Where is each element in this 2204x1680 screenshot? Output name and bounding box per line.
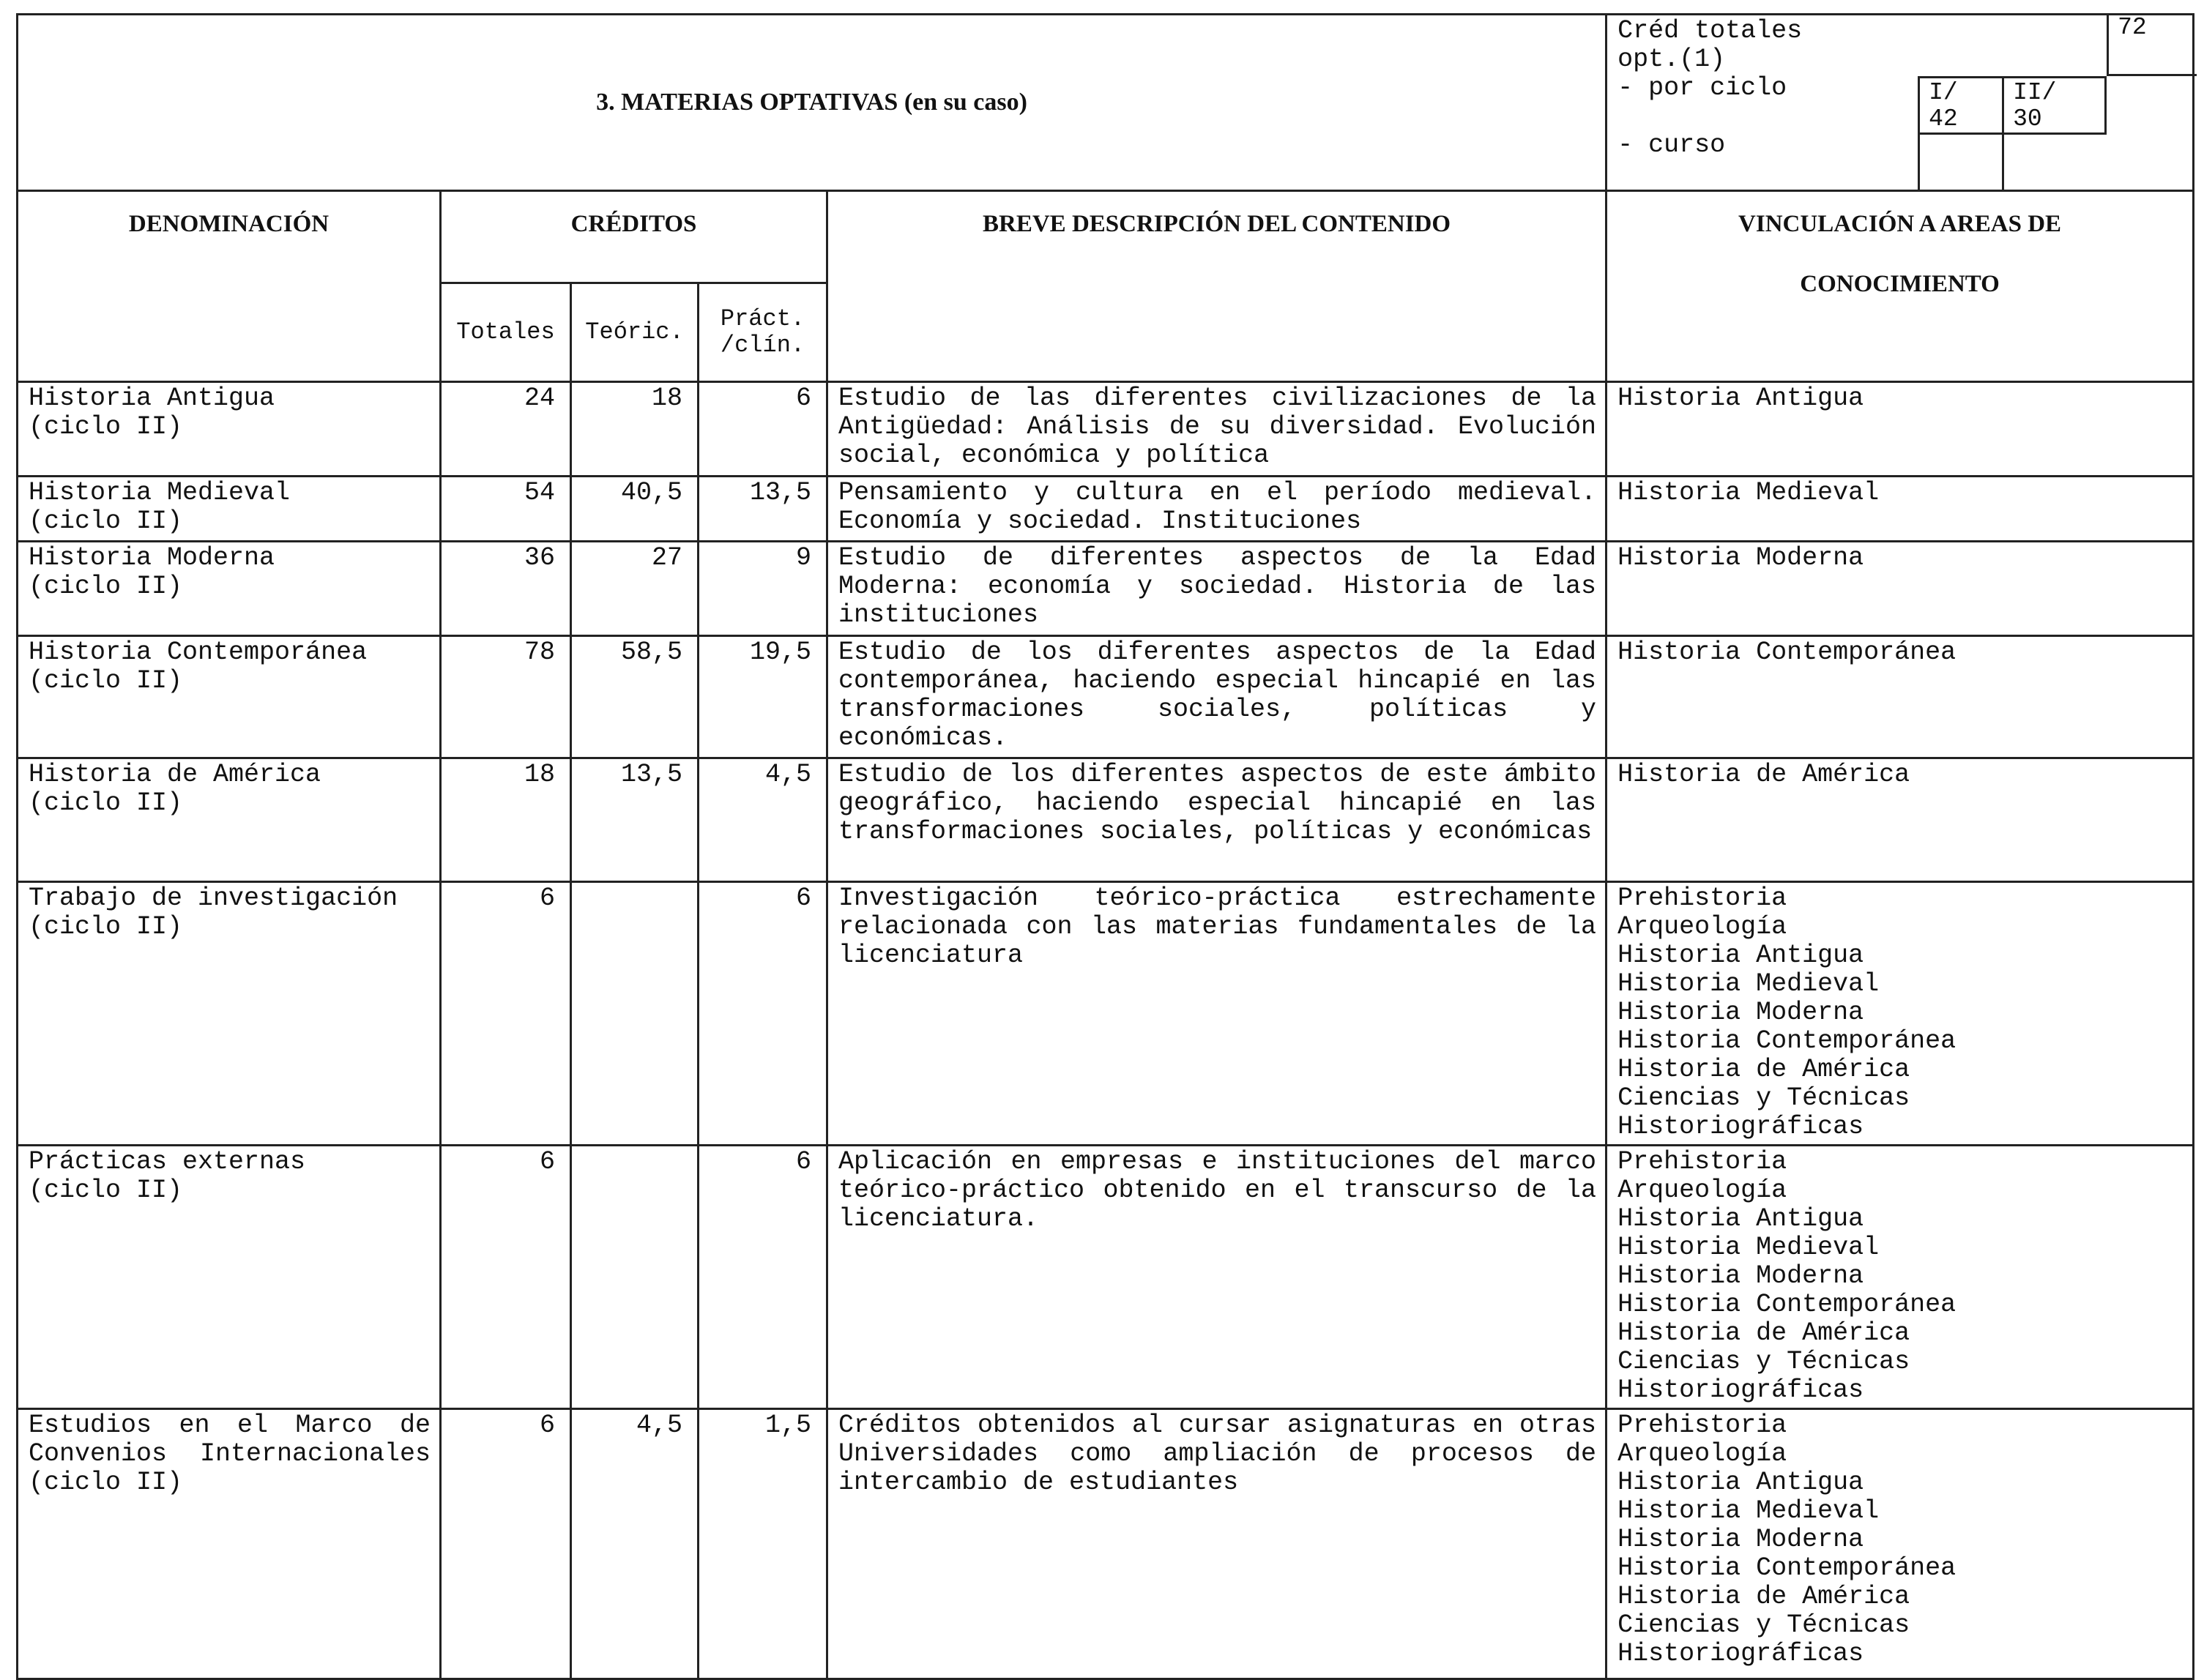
- cred-totales-value: 72: [2107, 13, 2197, 76]
- row-areas: Historia Contemporánea: [1607, 636, 2194, 758]
- row-descripcion: Investigación teórico-práctica estrechamente relacionada con las materias fundamentales de la licenciatura: [827, 882, 1607, 1146]
- row-pract: 9: [699, 542, 827, 636]
- subjects-body: [18, 382, 2194, 1679]
- row-totales: 78: [441, 636, 571, 758]
- col-creditos: CRÉDITOS: [441, 191, 827, 283]
- row-areas: Historia Moderna: [1607, 542, 2194, 636]
- por-ciclo-label: - por ciclo: [1617, 73, 1787, 102]
- table-row: [18, 1409, 2194, 1679]
- row-pract: 13,5: [699, 477, 827, 542]
- row-teoric: [571, 1146, 699, 1409]
- row-teoric: 58,5: [571, 636, 699, 758]
- row-descripcion: Estudio de los diferentes aspectos de la Edad contemporánea, haciendo especial hincapié en las transformaciones sociales, políticas y económicas.: [827, 636, 1607, 758]
- section-title: [18, 15, 1607, 191]
- optativas-table: [16, 13, 2194, 1680]
- row-teoric: 18: [571, 382, 699, 477]
- row-descripcion: Estudio de diferentes aspectos de la Edad Moderna: economía y sociedad. Historia de las instituciones: [827, 542, 1607, 636]
- curso-label: - curso: [1617, 130, 1726, 160]
- row-areas: Historia de América: [1607, 758, 2194, 882]
- row-totales: 6: [441, 882, 571, 1146]
- table-row: [18, 636, 2194, 758]
- row-areas: Prehistoria Arqueología Historia Antigua Historia Medieval Historia Moderna Historia Contemporánea Historia de América Ciencias y Técnicas Historiográficas: [1607, 1146, 2194, 1409]
- col-pract-line1: Práct.: [720, 305, 805, 333]
- col-teoric: Teóric.: [571, 283, 699, 382]
- row-pract: 4,5: [699, 758, 827, 882]
- row-denominacion: Trabajo de investigación (ciclo II): [18, 882, 441, 1146]
- row-pract: 19,5: [699, 636, 827, 758]
- col-pract: [699, 283, 827, 382]
- section-title-text: 3. MATERIAS OPTATIVAS: [596, 89, 898, 116]
- col-vinculacion-line1: VINCULACIÓN A AREAS DE: [1738, 211, 2062, 237]
- row-denominacion: Historia Contemporánea (ciclo II): [18, 636, 441, 758]
- cred-totales-label: Créd totales: [1617, 16, 1803, 45]
- section-title-suffix: (en su caso): [904, 89, 1027, 116]
- row-denominacion: Historia Antigua (ciclo II): [18, 382, 441, 477]
- column-header-row: [18, 191, 2194, 283]
- row-teoric: 27: [571, 542, 699, 636]
- row-descripcion: Créditos obtenidos al cursar asignaturas en otras Universidades como ampliación de procesos de intercambio de estudiantes: [827, 1409, 1607, 1679]
- table-row: [18, 477, 2194, 542]
- col-vinculacion-line2: CONOCIMIENTO: [1800, 271, 2000, 297]
- row-totales: 6: [441, 1409, 571, 1679]
- row-denominacion: Historia Moderna (ciclo II): [18, 542, 441, 636]
- row-teoric: [571, 882, 699, 1146]
- row-totales: 6: [441, 1146, 571, 1409]
- row-denominacion: Estudios en el Marco de Convenios Internacionales (ciclo II): [18, 1409, 441, 1679]
- col-descripcion: BREVE DESCRIPCIÓN DEL CONTENIDO: [827, 191, 1607, 382]
- table-row: [18, 758, 2194, 882]
- row-descripcion: Aplicación en empresas e instituciones del marco teórico-práctico obtenido en el transcurso de la licenciatura.: [827, 1146, 1607, 1409]
- document-page: [16, 13, 2192, 1680]
- row-teoric: 4,5: [571, 1409, 699, 1679]
- col-vinculacion: [1607, 191, 2194, 382]
- row-totales: 18: [441, 758, 571, 882]
- optativas-credits-box: [1607, 15, 2194, 191]
- table-row: [18, 882, 2194, 1146]
- row-pract: 6: [699, 382, 827, 477]
- row-descripcion: Estudio de las diferentes civilizaciones de la Antigüedad: Análisis de su diversidad. Evolución social, económica y política: [827, 382, 1607, 477]
- row-pract: 6: [699, 882, 827, 1146]
- table-row: [18, 542, 2194, 636]
- table-row: [18, 1146, 2194, 1409]
- table-row: [18, 382, 2194, 477]
- row-denominacion: Historia Medieval (ciclo II): [18, 477, 441, 542]
- row-descripcion: Pensamiento y cultura en el período medieval. Economía y sociedad. Instituciones: [827, 477, 1607, 542]
- row-denominacion: Historia de América (ciclo II): [18, 758, 441, 882]
- ciclo-I-box: [1918, 76, 2004, 135]
- row-areas: Prehistoria Arqueología Historia Antigua Historia Medieval Historia Moderna Historia Contemporánea Historia de América Ciencias y Técnicas Historiográficas: [1607, 882, 2194, 1146]
- row-totales: 54: [441, 477, 571, 542]
- row-areas: Historia Medieval: [1607, 477, 2194, 542]
- header-row: [18, 15, 2194, 191]
- ciclo-II-box: [2002, 76, 2107, 135]
- curso-I-box: [1918, 132, 2004, 190]
- row-totales: 24: [441, 382, 571, 477]
- ciclo-II-value: 30: [2013, 105, 2042, 132]
- row-pract: 1,5: [699, 1409, 827, 1679]
- row-denominacion: Prácticas externas (ciclo II): [18, 1146, 441, 1409]
- col-totales: Totales: [441, 283, 571, 382]
- row-pract: 6: [699, 1146, 827, 1409]
- ciclo-I-value: 42: [1929, 105, 1958, 132]
- row-totales: 36: [441, 542, 571, 636]
- row-teoric: 13,5: [571, 758, 699, 882]
- col-pract-line2: /clín.: [720, 332, 805, 359]
- ciclo-I-label: I/: [1929, 79, 1958, 106]
- row-teoric: 40,5: [571, 477, 699, 542]
- row-descripcion: Estudio de los diferentes aspectos de este ámbito geográfico, haciendo especial hincapié en las transformaciones sociales, políticas y económicas: [827, 758, 1607, 882]
- row-areas: Historia Antigua: [1607, 382, 2194, 477]
- opt-label: opt.(1): [1617, 45, 1726, 74]
- ciclo-II-label: II/: [2013, 79, 2057, 106]
- row-areas: Prehistoria Arqueología Historia Antigua Historia Medieval Historia Moderna Historia Contemporánea Historia de América Ciencias y Técnicas Historiográficas: [1607, 1409, 2194, 1679]
- col-denominacion: DENOMINACIÓN: [18, 191, 441, 382]
